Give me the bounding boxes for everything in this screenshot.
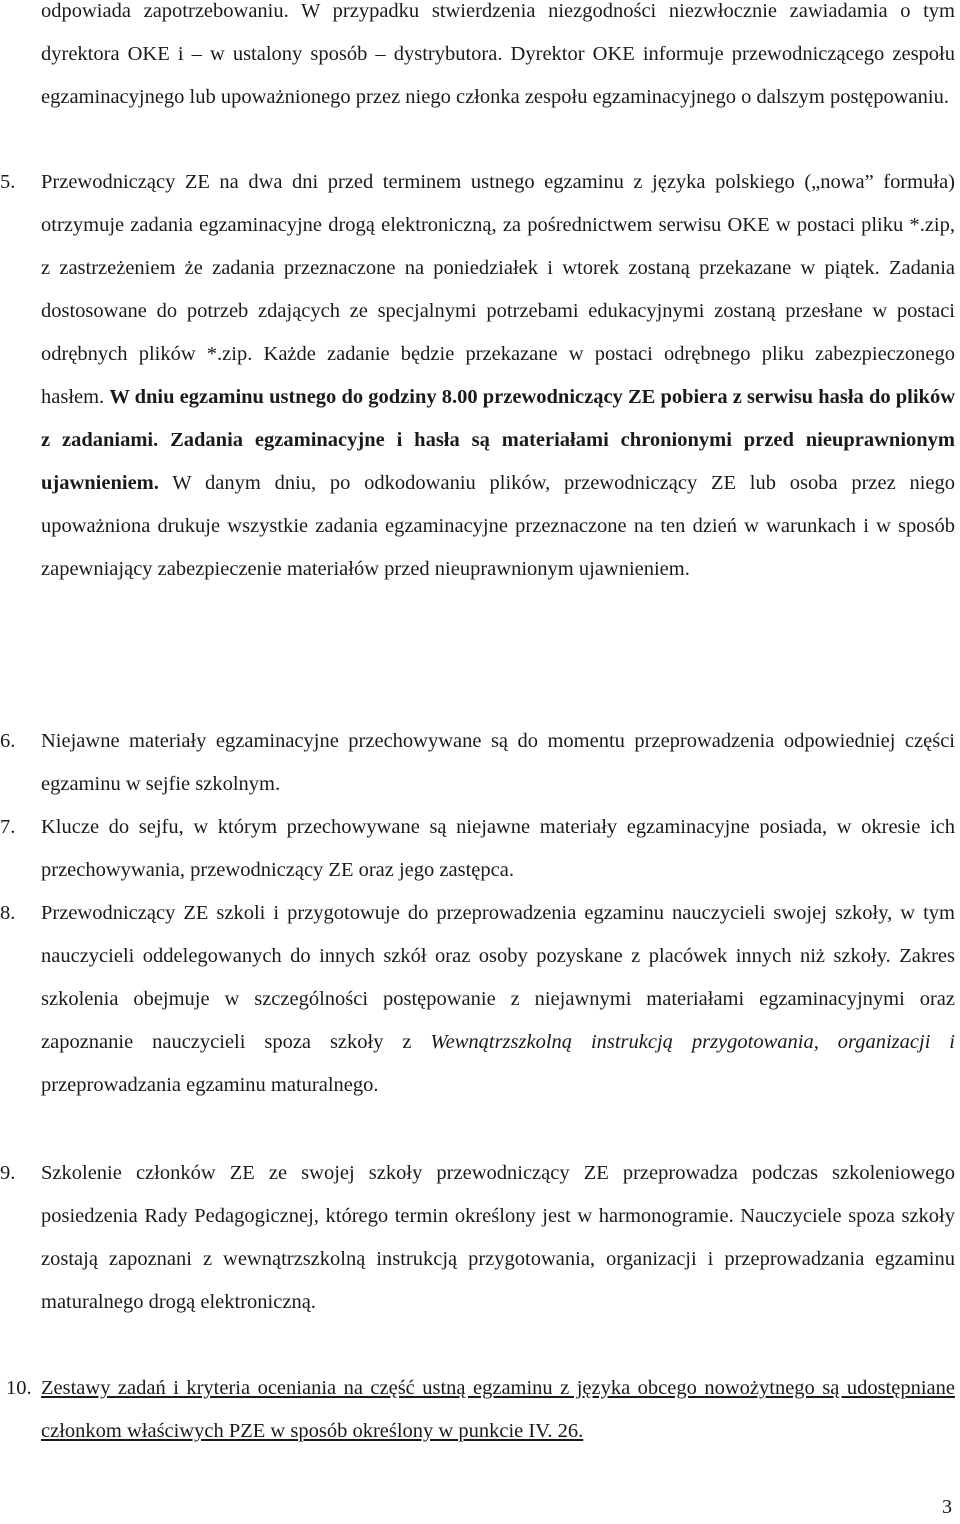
item-number: 9. xyxy=(0,1162,16,1184)
item-5-text: Przewodniczący ZE na dwa dni przed terminem ustnego egzaminu z języka polskiego („nowa” formuła) otrzymuje zadania egzaminacyjne drogą elektroniczną, za pośrednictwem serwisu OKE w postaci pliku *.zip, z zastrzeżeniem że zadania przeznaczone na poniedziałek i wtorek zostaną przekazane w piątek. Zadania dostosowane do potrzeb zdających ze specjalnymi potrzebami edukacyjnymi zostaną przesłane w postaci odrębnych plików *.zip. Każde zadanie będzie przekazane w postaci odrębnego pliku zabezpieczonego hasłem. xyxy=(41,171,955,408)
item-8-italic-text: Wewnątrzszkolną instrukcją przygotowania, organizacji i xyxy=(430,1031,955,1053)
item-8-text: Przewodniczący ZE szkoli i przygotowuje do przeprowadzenia egzaminu nauczycieli swojej szkoły, w tym nauczycieli oddelegowanych do innych szkół oraz osoby pozyskane z placówek innych niż szkoły. Zakres szkolenia obejmuje w szczególności postępowanie z niejawnymi materiałami egzaminacyjnymi oraz zapoznanie nauczycieli spoza szkoły z xyxy=(41,902,955,1053)
page-number: 3 xyxy=(942,1496,952,1518)
intro-paragraph: odpowiada zapotrzebowaniu. W przypadku stwierdzenia niezgodności niezwłocznie zawiadamia o tym dyrektora OKE i – w ustalony sposób – dystrybutora. Dyrektor OKE informuje przewodniczącego zespołu egzaminacyjnego lub upoważnionego przez niego członka zespołu egzaminacyjnego o dalszym postępowaniu. xyxy=(41,0,955,108)
item-number: 6. xyxy=(0,730,16,752)
item-number: 5. xyxy=(0,171,16,193)
item-number: 7. xyxy=(0,816,16,838)
item-number: 8. xyxy=(0,902,16,924)
item-7-paragraph: Klucze do sejfu, w którym przechowywane są niejawne materiały egzaminacyjne posiada, w okresie ich przechowywania, przewodniczący ZE oraz jego zastępca. xyxy=(41,816,955,881)
item-5-bold-text: W dniu egzaminu ustnego do godziny 8.00 przewodniczący ZE pobiera z serwisu hasła do plików z zadaniami. Zadania egzaminacyjne i hasła są materiałami chronionymi przed nieuprawnionym ujawnieniem. xyxy=(41,386,955,494)
item-9-paragraph: Szkolenie członków ZE ze swojej szkoły przewodniczący ZE przeprowadza podczas szkoleniowego posiedzenia Rady Pedagogicznej, którego termin określony jest w harmonogramie. Nauczyciele spoza szkoły zostają zapoznani z wewnątrzszkolną instrukcją przygotowania, organizacji i przeprowadzania egzaminu maturalnego drogą elektroniczną. xyxy=(41,1162,955,1313)
item-5-text-continued: W danym dniu, po odkodowaniu plików, przewodniczący ZE lub osoba przez niego upoważniona drukuje wszystkie zadania egzaminacyjne przeznaczone na ten dzień w warunkach i w sposób zapewniający zabezpieczenie materiałów przed nieuprawnionym ujawnieniem. xyxy=(41,472,955,580)
item-8-text-continued: przeprowadzania egzaminu maturalnego. xyxy=(41,1074,379,1096)
item-6-paragraph: Niejawne materiały egzaminacyjne przechowywane są do momentu przeprowadzenia odpowiedniej części egzaminu w sejfie szkolnym. xyxy=(41,730,955,795)
item-number: 10. xyxy=(6,1377,32,1399)
item-8-paragraph xyxy=(41,892,955,1107)
item-5-paragraph xyxy=(41,161,955,591)
item-10-paragraph: Zestawy zadań i kryteria oceniania na część ustną egzaminu z języka obcego nowożytnego są udostępniane członkom właściwych PZE w sposób określony w punkcie IV. 26. xyxy=(41,1377,955,1442)
